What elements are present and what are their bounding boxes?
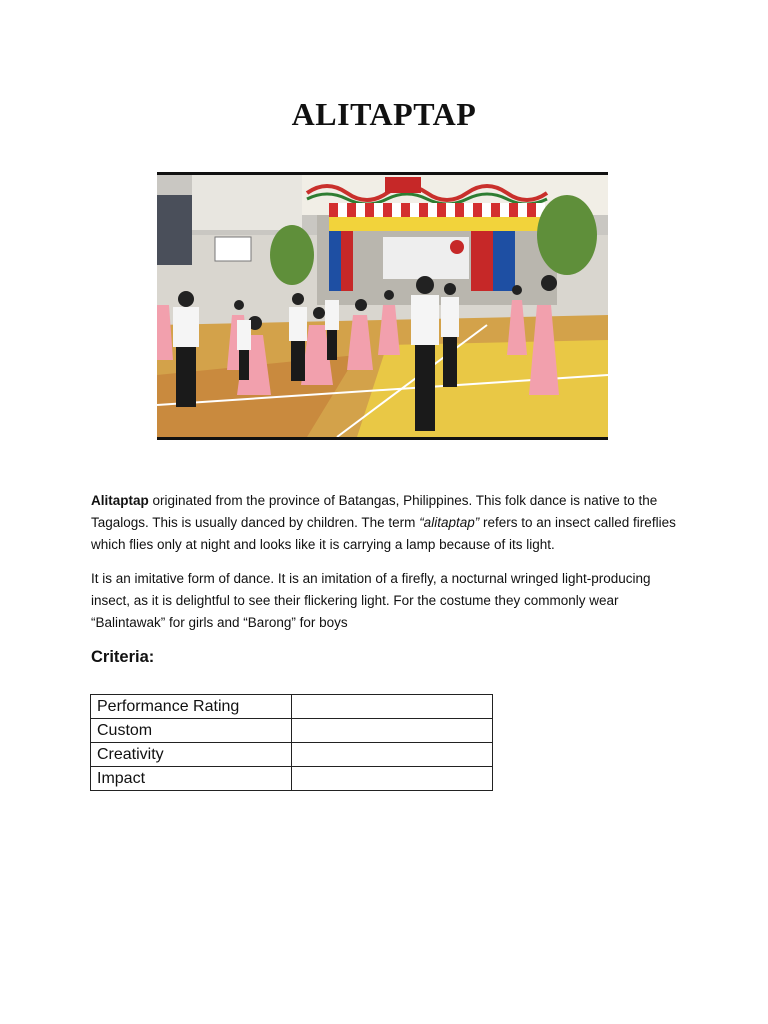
table-row bbox=[91, 695, 493, 719]
dance-photo bbox=[157, 172, 608, 440]
criteria-value-cell bbox=[292, 695, 493, 719]
description-paragraph: It is an imitative form of dance. It is an imitation of a firefly, a nocturnal wringed light-producing insect, as it is delightful to see their flickering light. For the costume they commonly wear “Balintawak” for girls and “Barong” for boys bbox=[91, 571, 651, 630]
table-row bbox=[91, 719, 493, 743]
intro-text-part2: refers to an insect called fireflies which flies only at night and looks like it is carrying a lamp because of its light. bbox=[91, 515, 676, 552]
criteria-value-cell bbox=[292, 743, 493, 767]
criteria-value-cell bbox=[292, 767, 493, 791]
criteria-heading: Criteria: bbox=[91, 648, 155, 666]
criteria-label: Custom bbox=[91, 719, 292, 743]
intro-paragraph bbox=[91, 490, 681, 556]
intro-text-part1: originated from the province of Batangas, Philippines. This folk dance is native to the Tagalogs. This is usually danced by children. The term bbox=[91, 493, 658, 530]
document-title: ALITAPTAP bbox=[291, 96, 477, 132]
criteria-value-cell bbox=[292, 719, 493, 743]
table-row bbox=[91, 743, 493, 767]
table-row bbox=[91, 767, 493, 791]
dance-name-bold: Alitaptap bbox=[91, 493, 149, 508]
criteria-label: Impact bbox=[91, 767, 292, 791]
criteria-table bbox=[90, 694, 493, 791]
criteria-label: Creativity bbox=[91, 743, 292, 767]
dance-photo-illustration bbox=[157, 175, 608, 437]
criteria-label: Performance Rating bbox=[91, 695, 292, 719]
term-italic: “alitaptap” bbox=[419, 515, 480, 530]
